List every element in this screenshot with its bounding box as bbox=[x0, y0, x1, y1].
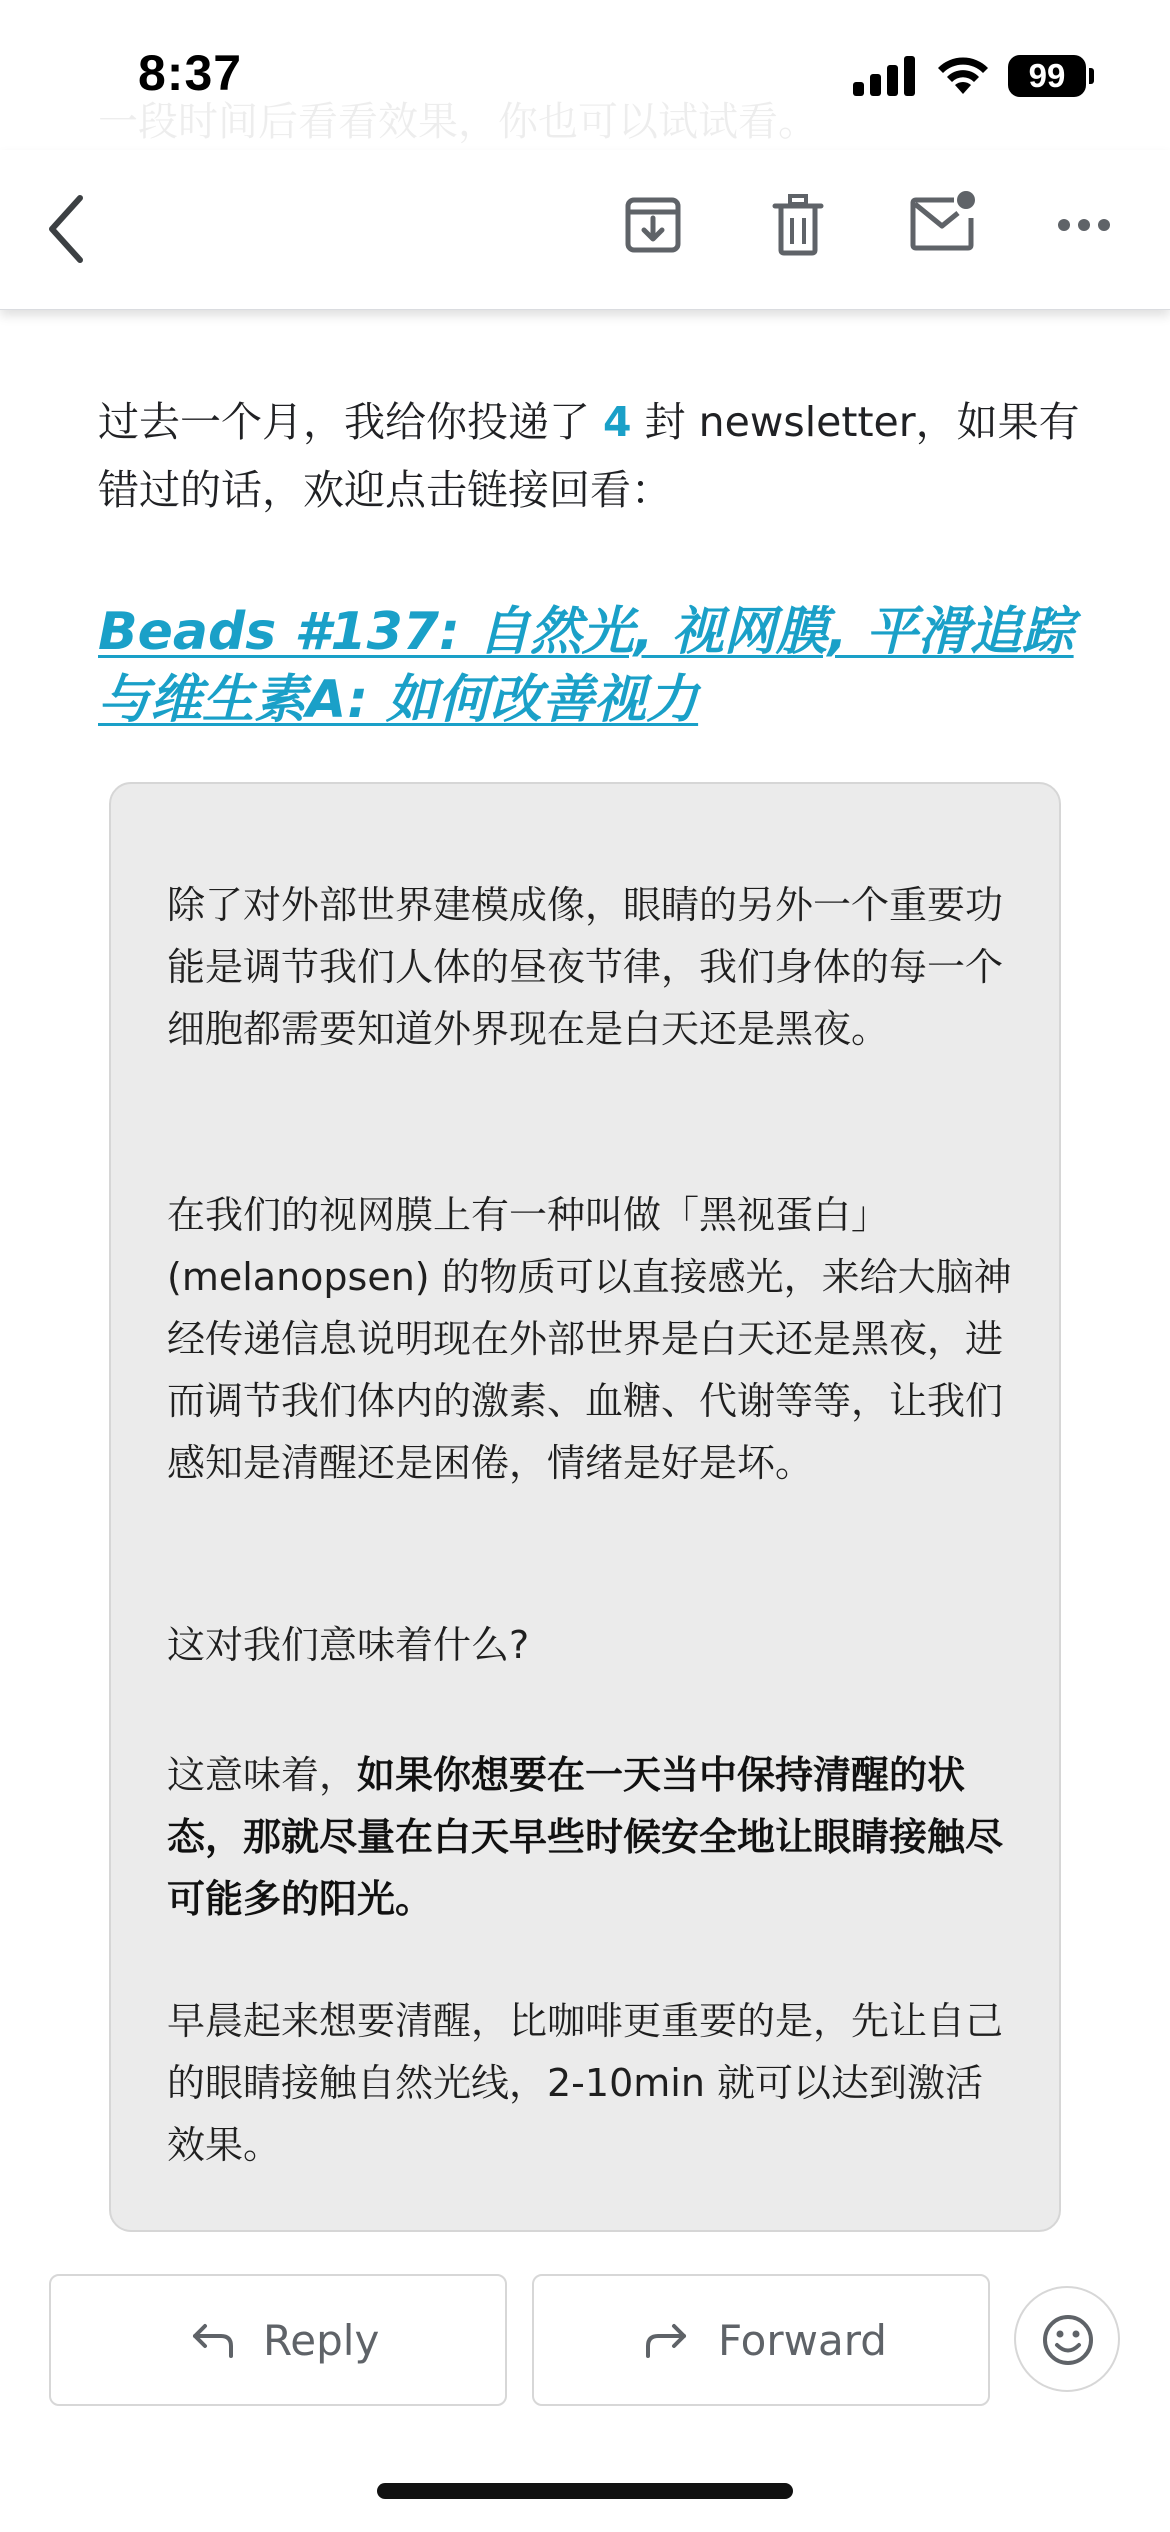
excerpt-paragraph: 除了对外部世界建模成像，眼睛的另外一个重要功能是调节我们人体的昼夜节律，我们身体的每一个细胞都需要知道外界现在是白天还是黑夜。 bbox=[167, 883, 1004, 1051]
more-options-icon[interactable] bbox=[1058, 218, 1110, 232]
intro-before: 过去一个月，我给你投递了 bbox=[98, 398, 604, 446]
back-chevron-icon[interactable] bbox=[44, 192, 88, 266]
reply-label: Reply bbox=[263, 2316, 380, 2365]
excerpt-normal-text: 这意味着， bbox=[167, 1753, 358, 1797]
home-indicator[interactable] bbox=[377, 2483, 793, 2499]
issue-count: 4 bbox=[603, 398, 632, 446]
status-time: 8:37 bbox=[138, 45, 243, 101]
excerpt-paragraph: 这对我们意味着什么? bbox=[167, 1623, 530, 1667]
forward-button[interactable] bbox=[532, 2274, 990, 2406]
excerpt-paragraph: 在我们的视网膜上有一种叫做「黑视蛋白」(melanopsen) 的物质可以直接感光，来给大脑神经传递信息说明现在外部世界是白天还是黑夜，进而调节我们体内的激素、血糖、代谢等等，让我们感知是清醒还是困倦，情绪是好是坏。 bbox=[167, 1193, 1012, 1485]
reply-arrow-icon bbox=[191, 2322, 235, 2358]
newsletter-issue-link[interactable]: Beads #137: 自然光, 视网膜, 平滑追踪与维生素A: 如何改善视力 bbox=[98, 602, 1074, 730]
emoji-reaction-button[interactable] bbox=[1014, 2286, 1120, 2392]
wifi-icon bbox=[935, 52, 991, 96]
cellular-signal-icon bbox=[853, 56, 915, 96]
archive-icon[interactable] bbox=[624, 196, 682, 254]
battery-tip bbox=[1089, 68, 1094, 84]
intro-after: 封 newsletter，如果有错过的话，欢迎点击链接回看： bbox=[98, 398, 1080, 514]
trash-icon[interactable] bbox=[772, 194, 824, 256]
battery-indicator: 99 bbox=[1008, 55, 1086, 97]
email-toolbar bbox=[0, 150, 1170, 310]
excerpt-paragraph-emphasis bbox=[167, 1744, 1017, 1930]
forward-label: Forward bbox=[718, 2316, 887, 2365]
reply-button[interactable] bbox=[49, 2274, 507, 2406]
status-bar bbox=[0, 0, 1170, 150]
email-intro-text bbox=[98, 388, 1088, 524]
mark-unread-icon[interactable] bbox=[910, 190, 976, 252]
excerpt-bold-text: 如果你想要在一天当中保持清醒的状态，那就尽量在白天早些时候安全地让眼睛接触尽可能多的阳光。 bbox=[167, 1753, 1004, 1921]
ghost-line: 一段时间后看看效果，你也可以试试看。 bbox=[98, 99, 818, 145]
smiley-icon bbox=[1041, 2313, 1095, 2367]
forward-arrow-icon bbox=[644, 2322, 688, 2358]
excerpt-card bbox=[109, 782, 1061, 2232]
excerpt-paragraph: 早晨起来想要清醒，比咖啡更重要的是，先让自己的眼睛接触自然光线，2-10min 就可以达到激活效果。 bbox=[167, 1999, 1004, 2167]
